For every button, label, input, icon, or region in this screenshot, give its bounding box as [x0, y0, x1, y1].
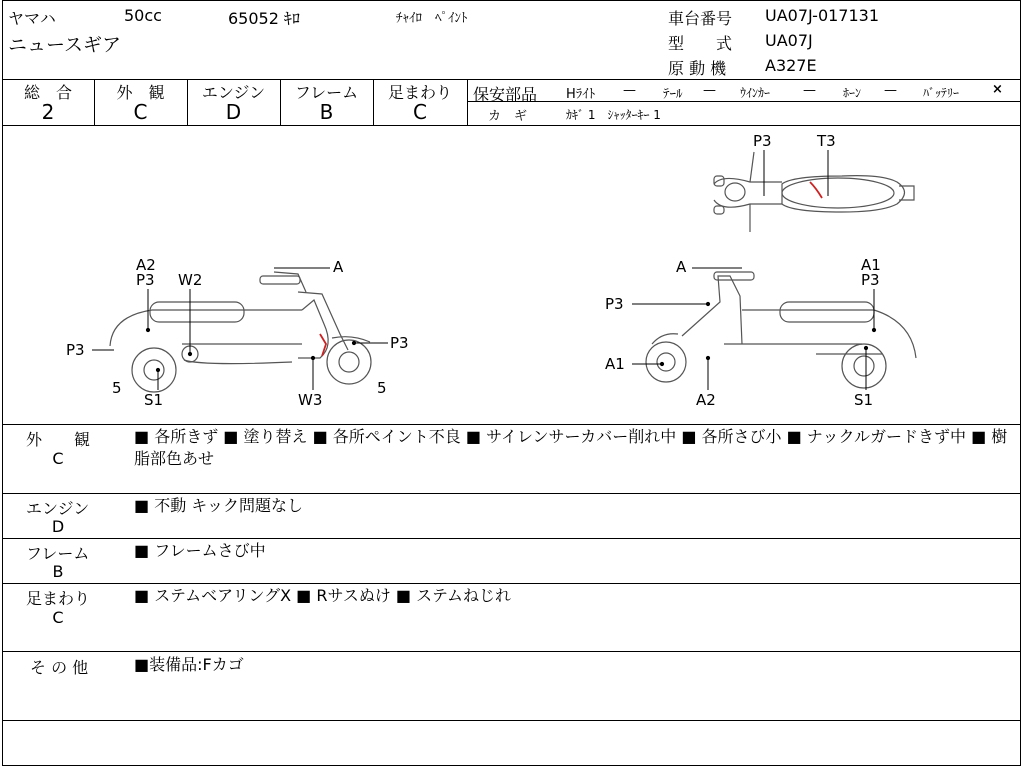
divider	[467, 79, 468, 125]
label-right-p3-top: P3	[861, 271, 880, 289]
divider	[2, 651, 1021, 652]
label-left-5-rear: 5	[112, 379, 122, 397]
displacement: 50cc	[124, 6, 162, 25]
label-left-p3-front: P3	[390, 334, 409, 352]
model-name: ニュースギア	[8, 34, 122, 56]
safety-value-horn: —	[884, 83, 897, 98]
label-left-a2: A2	[136, 256, 156, 274]
safety-item-battery: ﾊﾞｯﾃﾘｰ	[923, 86, 960, 100]
section-text-suspension: ■ ステムベアリングX ■ Rサスぬけ ■ ステムねじれ	[134, 586, 512, 605]
divider	[2, 493, 1021, 494]
label-right-a: A	[676, 258, 687, 276]
safety-value-headlight: —	[623, 83, 636, 98]
divider	[467, 101, 1021, 102]
section-text-exterior: ■ 各所きず ■ 塗り替え ■ 各所ペイント不良 ■ サイレンサーカバー削れ中 ■ 各所さび小 ■ ナックルガードきず中 ■ 樹脂部色あせ	[134, 427, 1008, 468]
grade-value-suspension: C	[413, 100, 427, 124]
label-left-s1: S1	[144, 391, 164, 409]
frame-no-label: 車台番号	[668, 9, 733, 28]
label-left-a: A	[333, 258, 344, 276]
type-label: 型 式	[668, 34, 733, 53]
engine-value: A327E	[765, 56, 817, 75]
label-left-5-front: 5	[377, 379, 387, 397]
grade-value-frame: B	[319, 100, 334, 124]
safety-value-winker: —	[803, 83, 816, 98]
grade-value-exterior: C	[133, 100, 148, 124]
grade-label-overall: 総 合	[23, 83, 72, 102]
grade-label-suspension: 足まわり	[387, 83, 452, 102]
section-text-engine: ■ 不動 キック問題なし	[134, 496, 303, 515]
label-left-p3-top: P3	[136, 271, 155, 289]
label-right-p3-mid: P3	[605, 295, 624, 313]
section-title-frame: フレーム	[26, 544, 90, 563]
type-value: UA07J	[765, 31, 813, 50]
damage-mark	[810, 182, 822, 198]
mileage: 65052 ｷﾛ	[228, 9, 300, 28]
divider	[2, 424, 1021, 425]
section-title-exterior: 外 観	[26, 430, 91, 449]
label-top-t3: T3	[817, 132, 836, 150]
grade-label-engine: エンジン	[201, 83, 266, 102]
safety-item-tail: ﾃｰﾙ	[663, 87, 683, 102]
safety-item-winker: ｳｲﾝｶｰ	[740, 86, 771, 100]
label-top-p3: P3	[753, 132, 772, 150]
frame-no: UA07J-017131	[765, 6, 880, 25]
section-text-frame: ■ フレームさび中	[134, 541, 266, 560]
grade-value-engine: D	[225, 100, 242, 124]
safety-value-tail: —	[703, 83, 716, 98]
scooter-top-view	[714, 152, 914, 232]
section-text-other: ■装備品:Fカゴ	[134, 655, 244, 674]
safety-title: 保安部品	[473, 85, 538, 104]
safety-item-horn: ﾎｰﾝ	[843, 86, 862, 100]
label-left-w3: W3	[298, 391, 323, 409]
label-right-a2: A2	[696, 391, 716, 409]
divider	[2, 538, 1021, 539]
safety-value-battery: ×	[992, 82, 1003, 97]
scooter-left-view	[110, 272, 371, 392]
label-right-s1: S1	[854, 391, 874, 409]
section-title-other: そ の 他	[30, 658, 89, 677]
label-right-a1-top: A1	[861, 256, 881, 274]
section-title-suspension: 足まわり	[26, 589, 91, 608]
label-left-p3-rear: P3	[66, 341, 85, 359]
maker: ヤマハ	[8, 9, 56, 28]
key-value: ｶｷﾞ 1 ｼｬｯﾀｰｷｰ 1	[566, 108, 661, 122]
section-grade-frame: B	[52, 562, 64, 581]
section-title-engine: エンジン	[26, 499, 90, 518]
damage-diagram	[2, 126, 1020, 424]
label-left-w2: W2	[178, 271, 203, 289]
color: ﾁｬｲﾛ ﾍﾟｲﾝﾄ	[396, 11, 468, 26]
grade-label-exterior: 外 観	[116, 83, 165, 102]
divider	[2, 583, 1021, 584]
key-label: カ ギ	[488, 109, 528, 124]
section-grade-suspension: C	[52, 608, 64, 627]
divider	[2, 720, 1021, 721]
label-right-a1-low: A1	[605, 355, 625, 373]
grade-value-overall: 2	[41, 100, 55, 124]
section-grade-engine: D	[51, 517, 65, 536]
section-grade-exterior: C	[52, 449, 64, 468]
engine-label: 原 動 機	[668, 59, 727, 78]
safety-item-headlight: Hﾗｲﾄ	[566, 87, 596, 102]
grade-label-frame: フレーム	[294, 83, 359, 102]
